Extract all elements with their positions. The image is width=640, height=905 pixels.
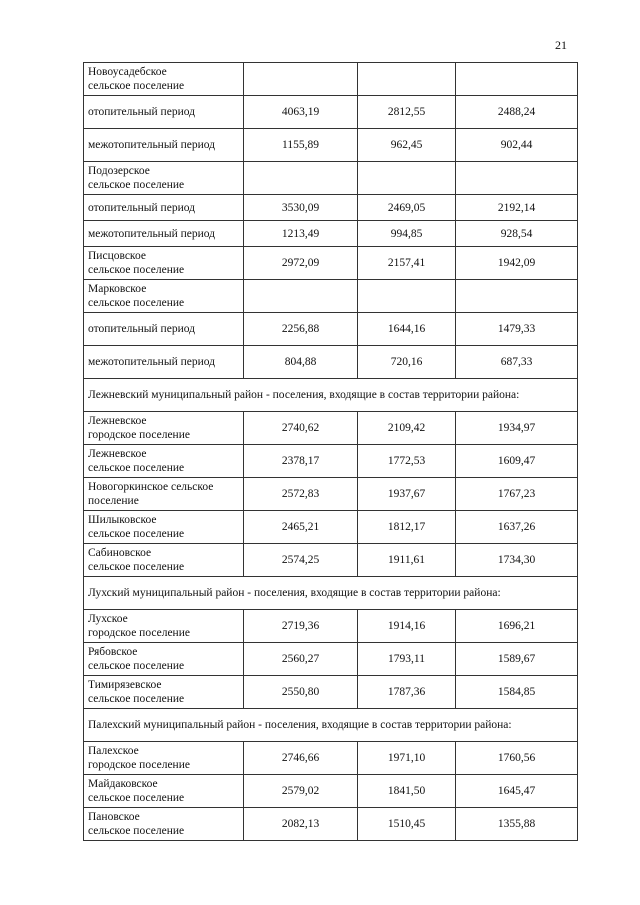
value-cell-1 xyxy=(244,280,358,313)
section-header-row xyxy=(84,379,578,412)
settlement-name-cell: Новоусадебское сельское поселение xyxy=(84,63,244,96)
value-cell-1: 4063,19 xyxy=(244,96,358,129)
settlement-name-cell: Рябовское сельское поселение xyxy=(84,643,244,676)
value-cell-2 xyxy=(358,280,456,313)
value-cell-3: 1767,23 xyxy=(456,478,578,511)
value-cell-2: 1510,45 xyxy=(358,808,456,841)
table-row xyxy=(84,412,578,445)
settlement-name-cell: Марковское сельское поселение xyxy=(84,280,244,313)
settlement-name-cell: Майдаковское сельское поселение xyxy=(84,775,244,808)
value-cell-2: 1914,16 xyxy=(358,610,456,643)
value-cell-2: 994,85 xyxy=(358,221,456,247)
value-cell-1: 2740,62 xyxy=(244,412,358,445)
value-cell-2: 1971,10 xyxy=(358,742,456,775)
settlement-name-cell: Лухское городское поселение xyxy=(84,610,244,643)
table-row xyxy=(84,96,578,129)
tariff-table xyxy=(83,62,578,841)
settlement-name-cell: межотопительный период xyxy=(84,129,244,162)
value-cell-2: 1937,67 xyxy=(358,478,456,511)
value-cell-1: 2574,25 xyxy=(244,544,358,577)
value-cell-1: 2972,09 xyxy=(244,247,358,280)
page-number: 21 xyxy=(555,38,567,52)
value-cell-3 xyxy=(456,63,578,96)
table-row xyxy=(84,221,578,247)
table-row xyxy=(84,775,578,808)
table-row xyxy=(84,129,578,162)
value-cell-2: 1812,17 xyxy=(358,511,456,544)
value-cell-3: 928,54 xyxy=(456,221,578,247)
settlement-name-cell: Палехское городское поселение xyxy=(84,742,244,775)
value-cell-1: 1213,49 xyxy=(244,221,358,247)
table-row xyxy=(84,478,578,511)
value-cell-3: 902,44 xyxy=(456,129,578,162)
value-cell-1: 804,88 xyxy=(244,346,358,379)
value-cell-3: 1609,47 xyxy=(456,445,578,478)
settlement-name-cell: Подозерское сельское поселение xyxy=(84,162,244,195)
table-row xyxy=(84,643,578,676)
section-header: Палехский муниципальный район - поселения, входящие в состав территории района: xyxy=(84,709,578,742)
table-row xyxy=(84,247,578,280)
value-cell-2: 1787,36 xyxy=(358,676,456,709)
value-cell-3: 1645,47 xyxy=(456,775,578,808)
value-cell-3: 1696,21 xyxy=(456,610,578,643)
value-cell-2: 2812,55 xyxy=(358,96,456,129)
value-cell-2 xyxy=(358,63,456,96)
value-cell-3: 687,33 xyxy=(456,346,578,379)
settlement-name-cell: межотопительный период xyxy=(84,221,244,247)
value-cell-1: 2256,88 xyxy=(244,313,358,346)
table-row xyxy=(84,511,578,544)
value-cell-3: 1942,09 xyxy=(456,247,578,280)
value-cell-1 xyxy=(244,162,358,195)
table-row xyxy=(84,742,578,775)
value-cell-1: 2572,83 xyxy=(244,478,358,511)
table-row xyxy=(84,544,578,577)
value-cell-1: 2579,02 xyxy=(244,775,358,808)
settlement-name-cell: Писцовское сельское поселение xyxy=(84,247,244,280)
section-header: Лежневский муниципальный район - поселения, входящие в состав территории района: xyxy=(84,379,578,412)
value-cell-1: 2378,17 xyxy=(244,445,358,478)
value-cell-3: 1760,56 xyxy=(456,742,578,775)
table-row xyxy=(84,63,578,96)
table-row xyxy=(84,445,578,478)
value-cell-3: 1479,33 xyxy=(456,313,578,346)
settlement-name-cell: межотопительный период xyxy=(84,346,244,379)
value-cell-1: 2560,27 xyxy=(244,643,358,676)
table-row xyxy=(84,313,578,346)
settlement-name-cell: Лежневское городское поселение xyxy=(84,412,244,445)
value-cell-2: 1911,61 xyxy=(358,544,456,577)
table-row xyxy=(84,346,578,379)
section-header: Лухский муниципальный район - поселения, входящие в состав территории района: xyxy=(84,577,578,610)
value-cell-3: 2488,24 xyxy=(456,96,578,129)
settlement-name-cell: Сабиновское сельское поселение xyxy=(84,544,244,577)
section-header-row xyxy=(84,577,578,610)
table-row xyxy=(84,162,578,195)
value-cell-2: 1772,53 xyxy=(358,445,456,478)
value-cell-2: 962,45 xyxy=(358,129,456,162)
value-cell-2 xyxy=(358,162,456,195)
value-cell-3: 1589,67 xyxy=(456,643,578,676)
table-row xyxy=(84,610,578,643)
settlement-name-cell: Шилыковское сельское поселение xyxy=(84,511,244,544)
settlement-name-cell: отопительный период xyxy=(84,313,244,346)
value-cell-1: 2719,36 xyxy=(244,610,358,643)
value-cell-2: 2109,42 xyxy=(358,412,456,445)
settlement-name-cell: Тимирязевское сельское поселение xyxy=(84,676,244,709)
value-cell-3: 1734,30 xyxy=(456,544,578,577)
value-cell-3: 1584,85 xyxy=(456,676,578,709)
value-cell-1: 2465,21 xyxy=(244,511,358,544)
value-cell-3 xyxy=(456,162,578,195)
value-cell-3: 1637,26 xyxy=(456,511,578,544)
table-row xyxy=(84,808,578,841)
value-cell-1: 1155,89 xyxy=(244,129,358,162)
table-row xyxy=(84,280,578,313)
value-cell-2: 1793,11 xyxy=(358,643,456,676)
settlement-name-cell: отопительный период xyxy=(84,195,244,221)
section-header-row xyxy=(84,709,578,742)
value-cell-2: 2469,05 xyxy=(358,195,456,221)
value-cell-3: 1355,88 xyxy=(456,808,578,841)
value-cell-1: 3530,09 xyxy=(244,195,358,221)
settlement-name-cell: Лежневское сельское поселение xyxy=(84,445,244,478)
value-cell-2: 1841,50 xyxy=(358,775,456,808)
value-cell-1: 2746,66 xyxy=(244,742,358,775)
value-cell-1: 2082,13 xyxy=(244,808,358,841)
value-cell-1 xyxy=(244,63,358,96)
value-cell-1: 2550,80 xyxy=(244,676,358,709)
value-cell-2: 1644,16 xyxy=(358,313,456,346)
settlement-name-cell: отопительный период xyxy=(84,96,244,129)
value-cell-2: 2157,41 xyxy=(358,247,456,280)
settlement-name-cell: Новогоркинское сельское поселение xyxy=(84,478,244,511)
table-row xyxy=(84,676,578,709)
value-cell-3 xyxy=(456,280,578,313)
settlement-name-cell: Пановское сельское поселение xyxy=(84,808,244,841)
value-cell-2: 720,16 xyxy=(358,346,456,379)
tariff-table-body xyxy=(84,63,578,841)
table-row xyxy=(84,195,578,221)
value-cell-3: 1934,97 xyxy=(456,412,578,445)
value-cell-3: 2192,14 xyxy=(456,195,578,221)
